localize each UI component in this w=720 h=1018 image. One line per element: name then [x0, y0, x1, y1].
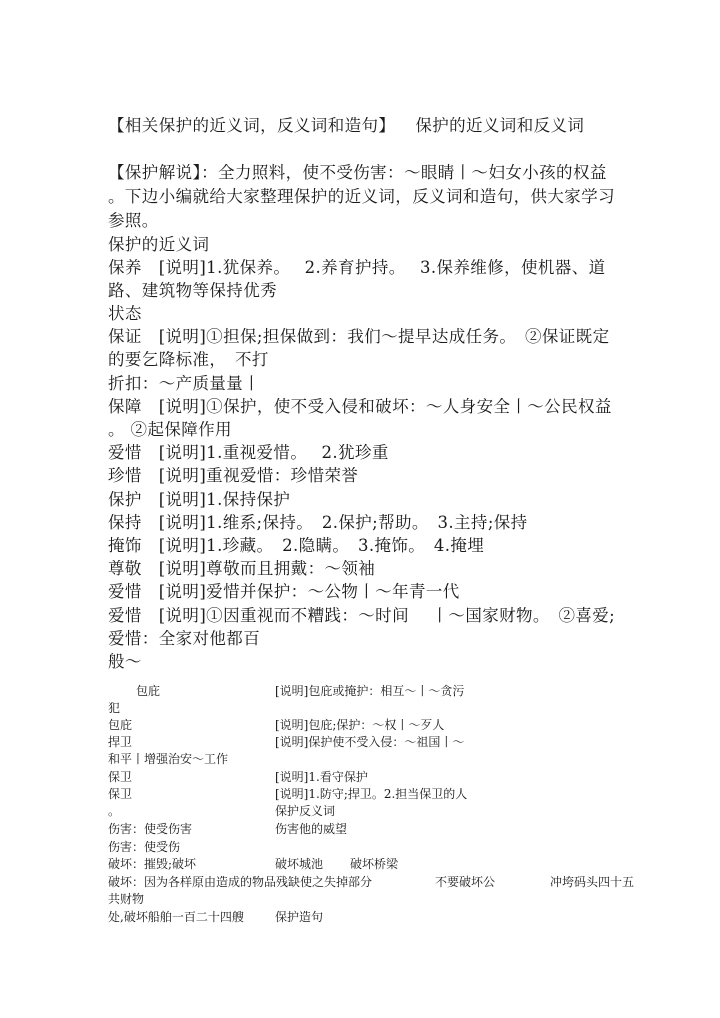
entry-line: 爱惜：全家对他都百 — [108, 629, 261, 648]
title-sub: 保护的近义词和反义词 — [415, 116, 585, 135]
document-title — [108, 112, 584, 136]
entry-line: 保持 [说明]1.维系;保持。 2.保护;帮助。 3.主持;保持 — [108, 513, 528, 532]
term-label: 包庇 — [108, 718, 133, 732]
entry-line: 爱惜 [说明]爱惜并保护：～公物丨～年青一代 — [108, 582, 460, 601]
entry-line: 状态 — [108, 304, 142, 323]
term-definition: [说明]1.看守保护 — [275, 770, 368, 784]
entry-line: 爱惜 [说明]1.重视爱惜。 2.犹珍重 — [108, 443, 389, 462]
term-definition: [说明]包庇;保护：～权丨～歹人 — [275, 718, 445, 732]
entry-line: 珍惜 [说明]重视爱惜：珍惜荣誉 — [108, 466, 359, 485]
term-label: 破坏：因为各样原由造成的物品残缺使之失掉部分 — [108, 875, 373, 889]
entry-line: 路、建筑物等保持优秀 — [108, 281, 277, 300]
term-example: 伤害他的威望 — [275, 822, 348, 836]
term-label: 包庇 — [136, 684, 161, 698]
term-label: 犯 — [108, 701, 121, 715]
entry-line: 尊敬 [说明]尊敬而且拥戴：～领袖 — [108, 559, 376, 578]
term-label: 破坏：摧毁;破坏 — [108, 857, 197, 871]
sentence-heading: 保护造句 — [275, 910, 324, 924]
entry-line: 保护 [说明]1.保持保护 — [108, 490, 291, 509]
entry-line: 的要乞降标准， 不打 — [108, 350, 269, 369]
term-label: 保卫 — [108, 787, 133, 801]
term-label: 处,破坏船舶一百二十四艘 — [108, 910, 244, 924]
term-label: 。 — [108, 804, 121, 818]
entry-line: 保证 [说明]①担保;担保做到：我们～提早达成任务。 ②保证既定 — [108, 327, 610, 346]
entry-line: 。 ②起保障作用 — [108, 420, 232, 439]
term-definition: [说明]包庇或掩护：相互～丨～贪污 — [275, 684, 465, 698]
entry-line: 爱惜 [说明]①因重视而不糟践：～时间 丨～国家财物。 ②喜爱; — [108, 606, 616, 625]
antonym-heading: 保护反义词 — [275, 804, 336, 818]
term-definition: [说明]保护使不受入侵：～祖国丨～ — [275, 735, 465, 749]
term-label: 和平丨增强治安～工作 — [108, 752, 229, 766]
entry-line: 保养 [说明]1.犹保养。 2.养育护持。 3.保养维修，使机器、道 — [108, 258, 606, 277]
intro-line: 【保护解说】：全力照料，使不受伤害：～眼睛丨～妇女小孩的权益 — [108, 163, 607, 182]
term-example: 破坏桥梁 — [350, 857, 399, 871]
entry-line: 保障 [说明]①保护，使不受入侵和破坏：～人身安全丨～公民权益 — [108, 397, 612, 416]
term-example: 冲垮码头四十五 — [550, 875, 635, 889]
intro-line: 。下边小编就给大家整理保护的近义词，反义词和造句，供大家学习 — [108, 187, 615, 206]
term-label: 伤害：使受伤害 — [108, 822, 193, 836]
term-label: 捍卫 — [108, 735, 133, 749]
term-example: 破坏城池 — [275, 857, 324, 871]
synonym-heading: 保护的近义词 — [108, 235, 210, 254]
entry-line: 折扣：～产质量量丨 — [108, 374, 261, 393]
term-example: 不要破坏公 — [435, 875, 496, 889]
entry-line: 般～ — [108, 652, 142, 671]
term-label: 共财物 — [108, 892, 145, 906]
term-definition: [说明]1.防守;捍卫。2.担当保卫的人 — [275, 787, 468, 801]
intro-line: 参照。 — [108, 211, 159, 230]
term-label: 伤害：使受伤 — [108, 840, 181, 854]
title-main: 【相关保护的近义词，反义词和造句】 — [108, 116, 396, 135]
term-label: 保卫 — [108, 770, 133, 784]
entry-line: 掩饰 [说明]1.珍藏。 2.隐瞒。 3.掩饰。 4.掩埋 — [108, 536, 485, 555]
